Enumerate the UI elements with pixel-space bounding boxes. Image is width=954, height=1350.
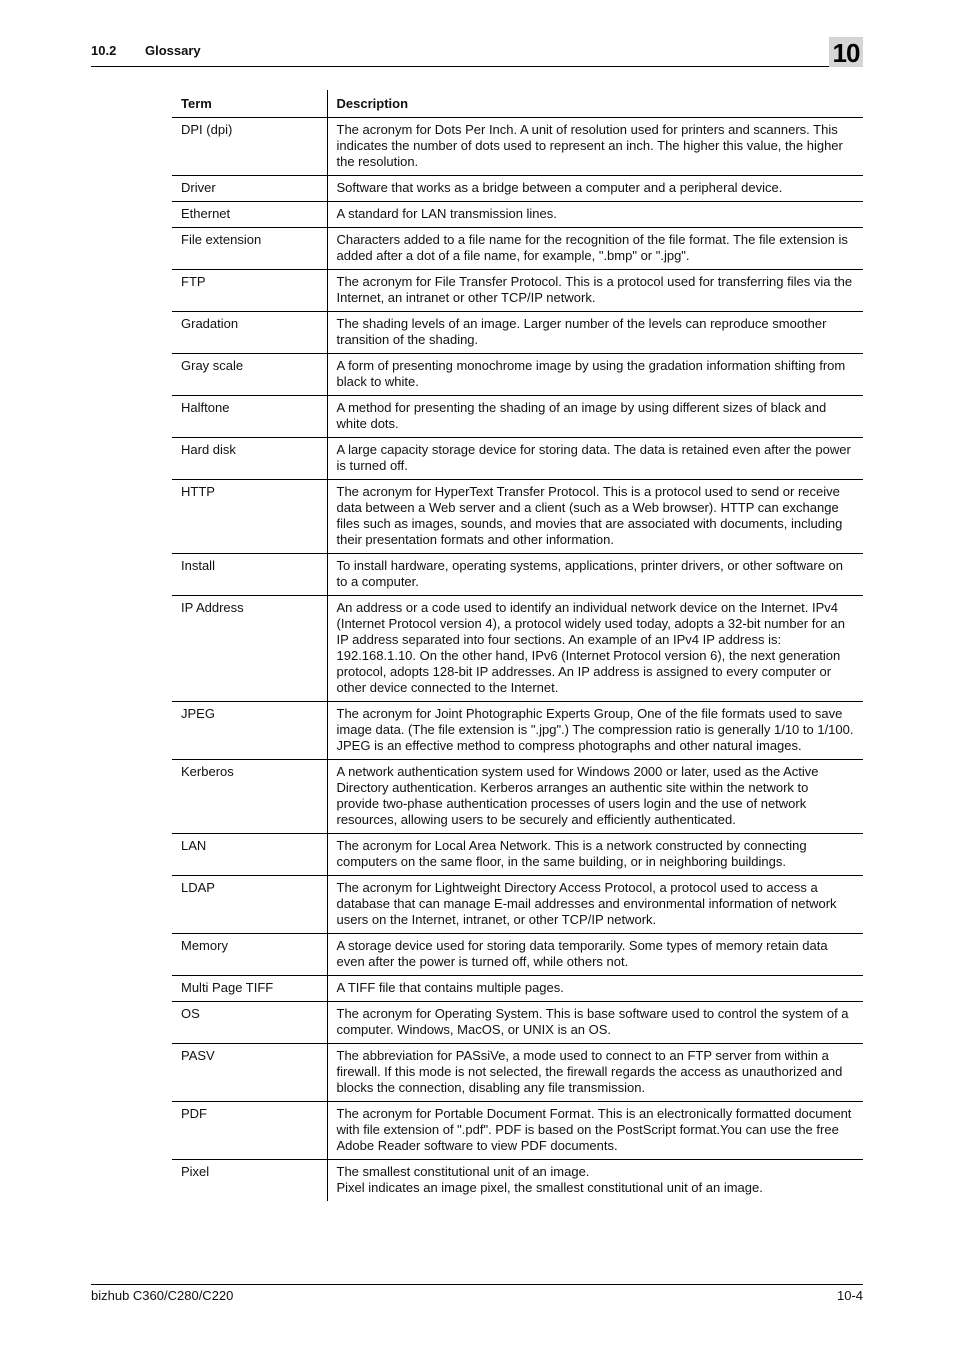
column-header-term: Term bbox=[172, 90, 327, 118]
table-row bbox=[172, 760, 863, 834]
term-cell: File extension bbox=[172, 228, 327, 270]
table-row bbox=[172, 118, 863, 176]
table-row bbox=[172, 596, 863, 702]
description-cell: Software that works as a bridge between a computer and a peripheral device. bbox=[327, 176, 863, 202]
page-header bbox=[91, 40, 863, 67]
table-header-row bbox=[172, 90, 863, 118]
term-cell: JPEG bbox=[172, 702, 327, 760]
description-cell: The acronym for Dots Per Inch. A unit of resolution used for printers and scanners. This indicates the number of dots used to represent an inch. The higher this value, the higher the resolution. bbox=[327, 118, 863, 176]
term-cell: DPI (dpi) bbox=[172, 118, 327, 176]
table-row bbox=[172, 438, 863, 480]
description-cell: A network authentication system used for Windows 2000 or later, used as the Active Directory authentication. Kerberos arranges an authentic site within the network to provide two-phase authentication processes of users login and the use of network resources, allowing users to be securely and efficiently authenticated. bbox=[327, 760, 863, 834]
term-cell: Gray scale bbox=[172, 354, 327, 396]
term-cell: Hard disk bbox=[172, 438, 327, 480]
table-row bbox=[172, 480, 863, 554]
description-cell: To install hardware, operating systems, applications, printer drivers, or other software on to a computer. bbox=[327, 554, 863, 596]
description-cell: A large capacity storage device for storing data. The data is retained even after the power is turned off. bbox=[327, 438, 863, 480]
description-cell: The abbreviation for PASsiVe, a mode used to connect to an FTP server from within a firewall. If this mode is not selected, the firewall regards the access as unauthorized and blocks the connection, disabling any file transmission. bbox=[327, 1044, 863, 1102]
table-row bbox=[172, 554, 863, 596]
description-cell: A storage device used for storing data temporarily. Some types of memory retain data even after the power is turned off, while others not. bbox=[327, 934, 863, 976]
description-cell: A standard for LAN transmission lines. bbox=[327, 202, 863, 228]
description-cell: The acronym for Lightweight Directory Access Protocol, a protocol used to access a database that can manage E-mail addresses and environmental information of network users on the Internet, intranet, or other TCP/IP network. bbox=[327, 876, 863, 934]
term-cell: Kerberos bbox=[172, 760, 327, 834]
table-row bbox=[172, 1002, 863, 1044]
description-cell: An address or a code used to identify an individual network device on the Internet. IPv4 (Internet Protocol version 4), a protocol widely used today, adopts a 32-bit number for an IP address separated into four sections. An example of an IPv4 IP address is: 192.168.1.10. On the other hand, IPv6 (Internet Protocol version 6), the next generation protocol, adopts 128-bit IP addresses. An IP address is assigned to every computer or other device connected to the Internet. bbox=[327, 596, 863, 702]
table-row bbox=[172, 312, 863, 354]
table-row bbox=[172, 354, 863, 396]
description-cell: A form of presenting monochrome image by using the gradation information shifting from black to white. bbox=[327, 354, 863, 396]
table-row bbox=[172, 834, 863, 876]
table-row bbox=[172, 1102, 863, 1160]
table-row bbox=[172, 1044, 863, 1102]
term-cell: Driver bbox=[172, 176, 327, 202]
description-cell: A method for presenting the shading of an image by using different sizes of black and white dots. bbox=[327, 396, 863, 438]
description-line: The smallest constitutional unit of an image. bbox=[336, 1164, 590, 1179]
table-row bbox=[172, 228, 863, 270]
section-title: Glossary bbox=[145, 43, 201, 58]
product-name: bizhub C360/C280/C220 bbox=[91, 1288, 234, 1303]
table-row bbox=[172, 202, 863, 228]
section-number: 10.2 bbox=[91, 43, 117, 58]
term-cell: PASV bbox=[172, 1044, 327, 1102]
term-cell: OS bbox=[172, 1002, 327, 1044]
table-row bbox=[172, 176, 863, 202]
table-row bbox=[172, 876, 863, 934]
glossary-table bbox=[172, 90, 863, 1201]
description-cell: The acronym for Portable Document Format. This is an electronically formatted document with file extension of ".pdf". PDF is based on the PostScript format.You can use the free Adobe Reader software to view PDF documents. bbox=[327, 1102, 863, 1160]
term-cell: Multi Page TIFF bbox=[172, 976, 327, 1002]
page-footer bbox=[91, 1284, 863, 1309]
table-row bbox=[172, 976, 863, 1002]
term-cell: LAN bbox=[172, 834, 327, 876]
description-cell: Characters added to a file name for the recognition of the file format. The file extension is added after a dot of a file name, for example, ".bmp" or ".jpg". bbox=[327, 228, 863, 270]
description-cell: The acronym for File Transfer Protocol. This is a protocol used for transferring files via the Internet, an intranet or other TCP/IP network. bbox=[327, 270, 863, 312]
term-cell: HTTP bbox=[172, 480, 327, 554]
table-row bbox=[172, 270, 863, 312]
page-number: 10-4 bbox=[836, 1288, 863, 1303]
glossary-body bbox=[172, 118, 863, 1202]
term-cell: Install bbox=[172, 554, 327, 596]
term-cell: IP Address bbox=[172, 596, 327, 702]
chapter-badge: 10 bbox=[829, 37, 863, 67]
term-cell: Memory bbox=[172, 934, 327, 976]
description-cell: The acronym for Local Area Network. This is a network constructed by connecting computers on the same floor, in the same building, or in neighboring buildings. bbox=[327, 834, 863, 876]
table-row bbox=[172, 1160, 863, 1202]
description-cell: The shading levels of an image. Larger number of the levels can reproduce smoother transition of the shading. bbox=[327, 312, 863, 354]
table-row bbox=[172, 396, 863, 438]
term-cell: Pixel bbox=[181, 1164, 210, 1179]
term-cell: Gradation bbox=[172, 312, 327, 354]
column-header-description: Description bbox=[327, 90, 863, 118]
term-cell: FTP bbox=[172, 270, 327, 312]
table-row bbox=[172, 934, 863, 976]
term-cell: PDF bbox=[172, 1102, 327, 1160]
term-cell: LDAP bbox=[172, 876, 327, 934]
description-cell: The acronym for HyperText Transfer Protocol. This is a protocol used to send or receive data between a Web server and a client (such as a Web browser). HTTP can exchange files such as images, sounds, and movies that are associated with documents, including their presentation formats and other information. bbox=[327, 480, 863, 554]
description-cell: The acronym for Joint Photographic Experts Group, One of the file formats used to save image data. (The file extension is ".jpg".) The compression ratio is generally 1/10 to 1/100. JPEG is an effective method to compress photographs and other natural images. bbox=[327, 702, 863, 760]
term-cell: Halftone bbox=[172, 396, 327, 438]
description-cell bbox=[327, 1160, 863, 1202]
table-row bbox=[172, 702, 863, 760]
term-cell: Ethernet bbox=[172, 202, 327, 228]
description-line: Pixel indicates an image pixel, the smallest constitutional unit of an image. bbox=[336, 1180, 763, 1195]
description-cell: A TIFF file that contains multiple pages. bbox=[327, 976, 863, 1002]
description-cell: The acronym for Operating System. This is base software used to control the system of a computer. Windows, MacOS, or UNIX is an OS. bbox=[327, 1002, 863, 1044]
